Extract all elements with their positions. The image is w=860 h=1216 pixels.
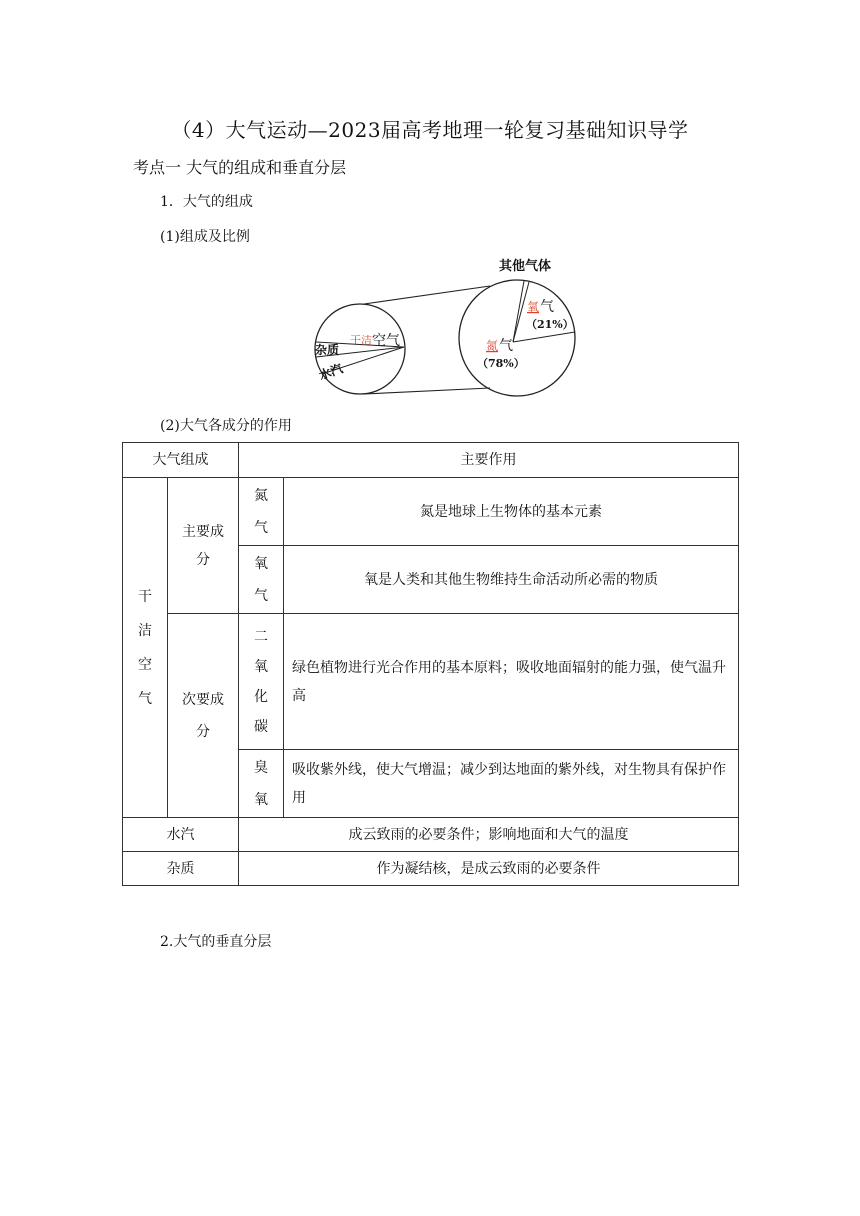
label-nitrogen-prefix: 氮 <box>486 339 499 353</box>
minor-components-cell <box>168 614 239 818</box>
label-oxygen-pct: （21%） <box>526 318 574 331</box>
nitrogen-role: 氮是地球上生物体的基本元素 <box>284 478 739 546</box>
subheading-roles: (2)大气各成分的作用 <box>160 418 292 434</box>
dry-air-label: 干洁空气 <box>138 588 152 707</box>
label-vapor: 水汽 <box>317 361 345 383</box>
co2-role: 绿色植物进行光合作用的基本原料；吸收地面辐射的能力强，使气温升高 <box>284 614 739 750</box>
ozone-label: 臭氧 <box>254 759 268 808</box>
composition-table <box>122 442 739 886</box>
vapor-cell: 水汽 <box>123 818 239 852</box>
connector-top <box>364 286 490 304</box>
ozone-cell <box>239 750 284 818</box>
impurity-role: 作为凝结核，是成云致雨的必要条件 <box>239 852 739 886</box>
sector-line <box>513 281 524 342</box>
atmosphere-composition-diagram <box>300 254 590 399</box>
label-nitrogen-pct: （78%） <box>477 357 525 370</box>
page-title: （4）大气运动—2023届高考地理一轮复习基础知识导学 <box>171 118 689 142</box>
header-role: 主要作用 <box>239 443 739 478</box>
dry-air-cell <box>123 478 168 818</box>
minor-components-label: 次要成分 <box>182 691 224 740</box>
subheading-composition: 1．大气的组成 <box>160 194 253 210</box>
oxygen-role: 氧是人类和其他生物维持生命活动所必需的物质 <box>284 546 739 614</box>
label-other-gases: 其他气体 <box>499 259 552 274</box>
nitrogen-label: 氮气 <box>254 487 268 536</box>
label-dry-suffix: 空气 <box>372 333 400 349</box>
label-oxygen-prefix: 氧 <box>527 300 540 314</box>
oxygen-label: 氧气 <box>254 555 268 604</box>
label-impurity: 杂质 <box>315 343 340 357</box>
connector-bottom <box>364 388 490 394</box>
label-nitrogen-suffix: 气 <box>499 338 513 354</box>
oxygen-cell <box>239 546 284 614</box>
header-composition: 大气组成 <box>123 443 239 478</box>
nitrogen-cell <box>239 478 284 546</box>
gas-composition-circle <box>459 280 575 396</box>
ozone-role: 吸收紫外线，使大气增温；减少到达地面的紫外线，对生物具有保护作用 <box>284 750 739 818</box>
subheading-vertical-layers: 2.大气的垂直分层 <box>160 934 272 950</box>
sector-line <box>513 332 575 342</box>
co2-cell <box>239 614 284 750</box>
vapor-role: 成云致雨的必要条件；影响地面和大气的温度 <box>239 818 739 852</box>
co2-label: 二氧化碳 <box>254 628 268 735</box>
subheading-proportion: (1)组成及比例 <box>160 229 250 245</box>
major-components-cell <box>168 478 239 614</box>
impurity-cell: 杂质 <box>123 852 239 886</box>
label-dry-prefix: 干洁 <box>350 334 372 347</box>
section-heading: 考点一 大气的组成和垂直分层 <box>133 158 347 177</box>
label-oxygen-suffix: 气 <box>540 299 554 315</box>
major-components-label: 主要成分 <box>182 523 224 568</box>
